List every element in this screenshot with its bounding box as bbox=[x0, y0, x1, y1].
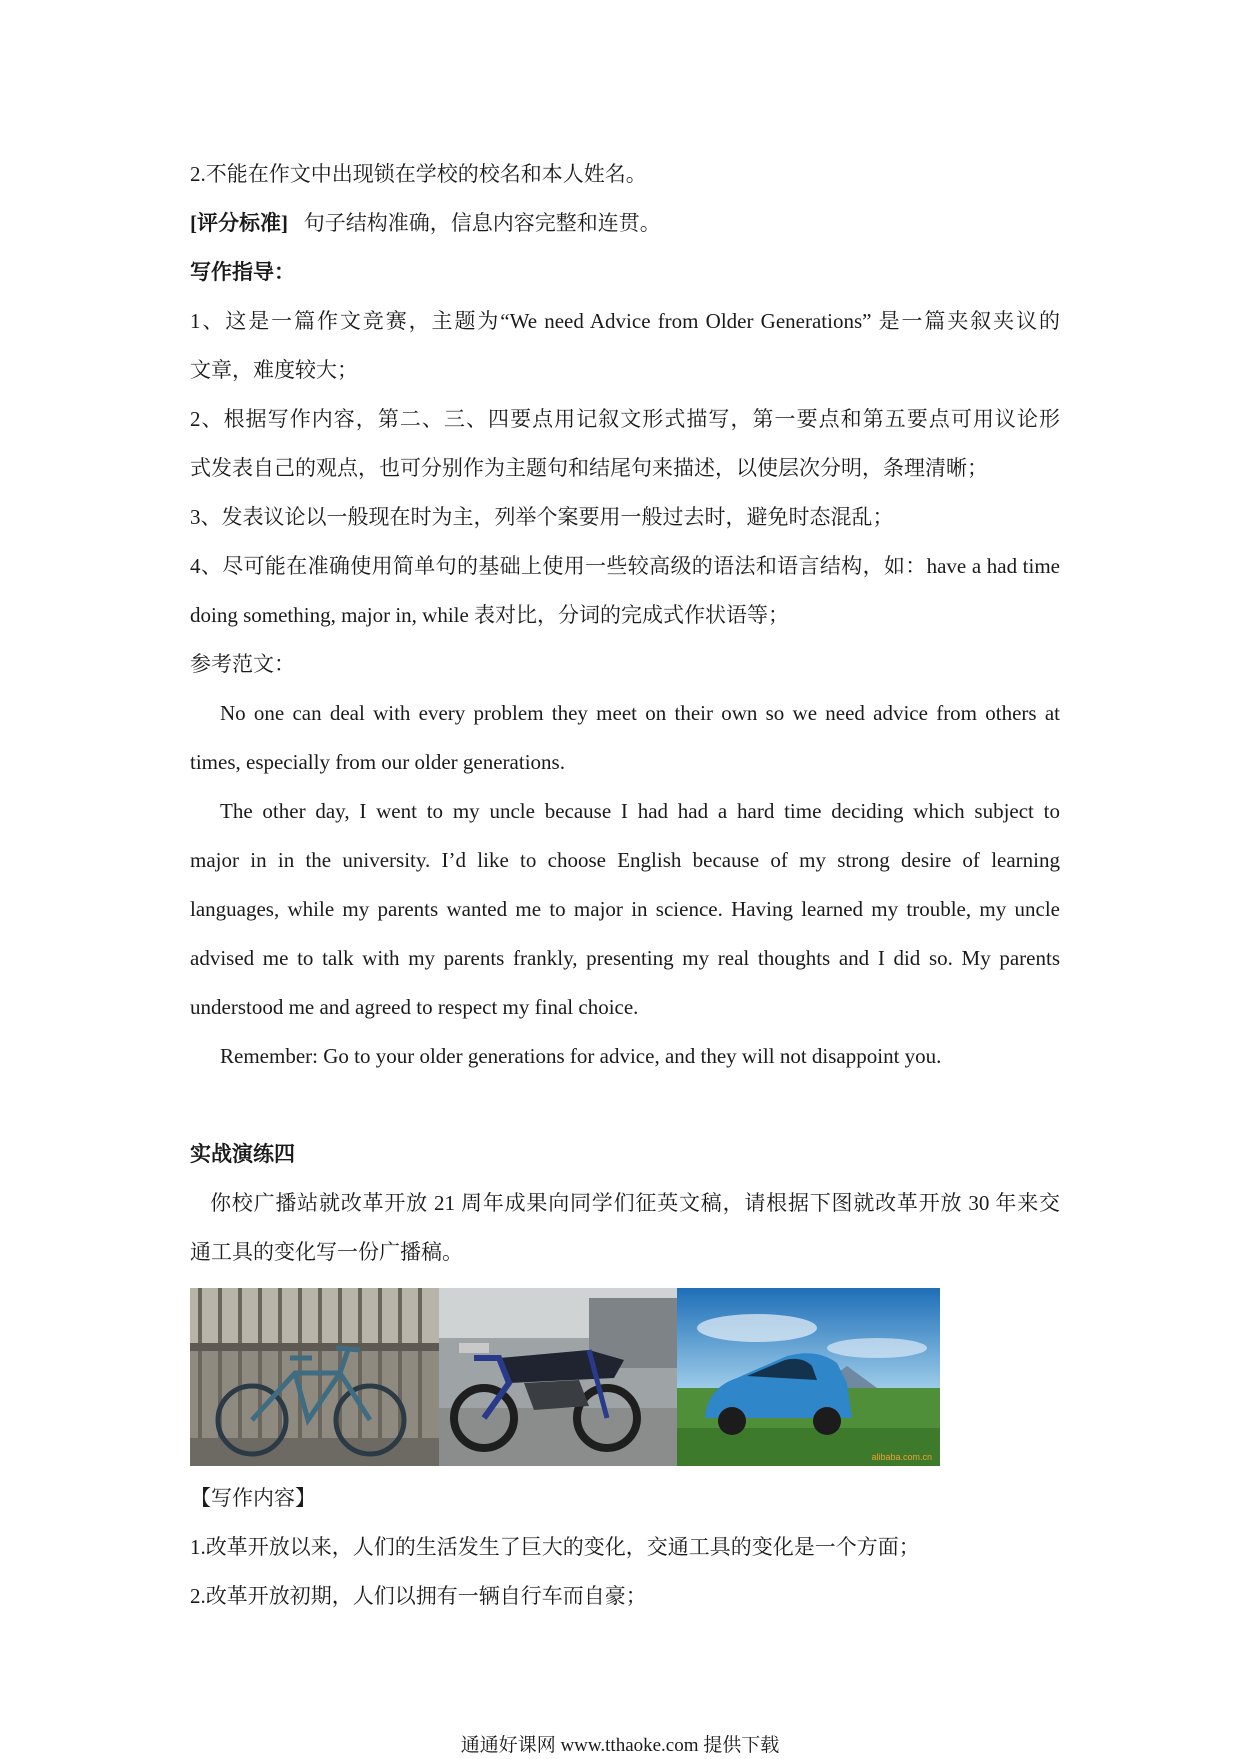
guide-point-3: 3、发表议论以一般现在时为主，列举个案要用一般过去时，避免时态混乱； bbox=[190, 505, 894, 529]
essay-paragraph-2: The other day, I went to my uncle because I had had a hard time deciding which subject to bbox=[220, 799, 1060, 823]
guide-point-1: 1、这是一篇作文竞赛，主题为“We need Advice from Older Generations” 是一篇夹叙夹议的 bbox=[190, 309, 1060, 333]
content-point-1: 1.改革开放以来，人们的生活发生了巨大的变化，交通工具的变化是一个方面； bbox=[190, 1535, 920, 1559]
guide-point-2: 2、根据写作内容，第二、三、四要点用记叙文形式描写，第一要点和第五要点可用议论形 bbox=[190, 407, 1060, 431]
essay-paragraph-2-line-3: languages, while my parents wanted me to major in science. Having learned my trouble, my uncle bbox=[190, 897, 1060, 921]
page-footer: 通通好课网 www.tthaoke.com 提供下载 bbox=[460, 1735, 780, 1756]
car-photo bbox=[677, 1288, 940, 1466]
practice-4-prompt: 你校广播站就改革开放 21 周年成果向同学们征英文稿，请根据下图就改革开放 30 年来交 bbox=[210, 1191, 1060, 1215]
practice-4-prompt-cont: 通工具的变化写一份广播稿。 bbox=[190, 1240, 463, 1264]
guide-point-4: 4、尽可能在准确使用简单句的基础上使用一些较高级的语法和语言结构，如：have a had time bbox=[190, 554, 1060, 578]
essay-paragraph-3: Remember: Go to your older generations for advice, and they will not disappoint you. bbox=[220, 1044, 942, 1068]
sample-essay-heading: 参考范文： bbox=[190, 652, 295, 676]
requirement-line-2: 2.不能在作文中出现锁在学校的校名和本人姓名。 bbox=[190, 162, 647, 186]
scoring-criteria-text: 句子结构准确，信息内容完整和连贯。 bbox=[303, 211, 661, 235]
guide-point-4-cont: doing something, major in, while 表对比，分词的完成式作状语等； bbox=[190, 603, 790, 627]
scoring-criteria-label: [评分标准] bbox=[190, 211, 288, 235]
bicycle-photo bbox=[190, 1288, 439, 1466]
essay-paragraph-1-cont: times, especially from our older generations. bbox=[190, 750, 565, 774]
practice-4-heading: 实战演练四 bbox=[190, 1142, 295, 1166]
guide-point-1-cont: 文章，难度较大； bbox=[190, 358, 358, 382]
writing-guide-heading: 写作指导： bbox=[190, 260, 295, 284]
essay-paragraph-2-line-2: major in in the university. I’d like to choose English because of my strong desire of learning bbox=[190, 848, 1060, 872]
essay-paragraph-2-cont: understood me and agreed to respect my final choice. bbox=[190, 995, 639, 1019]
car-photo-watermark: alibaba.com.cn bbox=[871, 1452, 932, 1462]
writing-content-heading: 【写作内容】 bbox=[190, 1486, 316, 1510]
guide-point-2-cont: 式发表自己的观点，也可分别作为主题句和结尾句来描述，以使层次分明，条理清晰； bbox=[190, 456, 988, 480]
essay-paragraph-2-line-4: advised me to talk with my parents frankly, presenting my real thoughts and I did so. My parents bbox=[190, 946, 1060, 970]
motorcycle-photo bbox=[439, 1288, 677, 1466]
content-point-2: 2.改革开放初期，人们以拥有一辆自行车而自豪； bbox=[190, 1584, 647, 1608]
transport-photos bbox=[190, 1288, 940, 1466]
essay-paragraph-1: No one can deal with every problem they meet on their own so we need advice from others at bbox=[220, 701, 1060, 725]
scoring-criteria bbox=[190, 209, 661, 237]
